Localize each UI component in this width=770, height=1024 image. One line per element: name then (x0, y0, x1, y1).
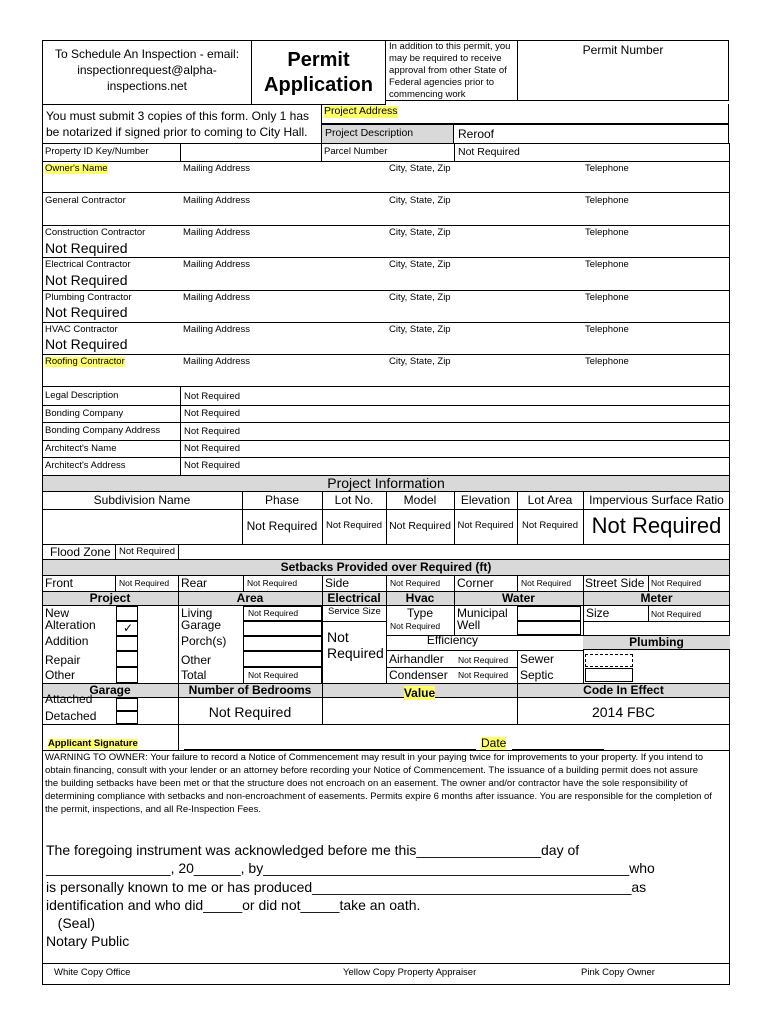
parcel-number-label: Parcel Number (324, 146, 388, 157)
electrical-value-line-1: Not (327, 629, 349, 645)
well-label: Well (457, 618, 481, 632)
owner-mailing-label: Mailing Address (183, 163, 251, 174)
well-field[interactable] (517, 621, 581, 635)
sewer-field[interactable] (585, 654, 633, 667)
signature-row (42, 724, 730, 751)
septic-field[interactable] (585, 668, 633, 682)
white-copy-label: White Copy Office (54, 967, 131, 978)
electrical-mailing-label: Mailing Address (183, 259, 251, 270)
new-checkbox[interactable] (116, 606, 138, 621)
construction-value: Not Required (45, 240, 128, 256)
warning-line-5: the permit, inspections, and all Re-Inspection Fees. (45, 804, 261, 815)
hvac-header: Hvac (405, 591, 435, 605)
parcel-number-value: Not Required (458, 146, 520, 158)
permit-number-label: Permit Number (582, 43, 664, 57)
header-note-box (385, 40, 518, 101)
garage-header: Garage (89, 683, 131, 697)
roofing-mailing-label: Mailing Address (183, 356, 251, 367)
corner-label: Corner (457, 576, 494, 590)
project-description-value: Reroof (458, 127, 495, 141)
project-info-header (42, 475, 730, 492)
hvac-contractor-label: HVAC Contractor (45, 324, 118, 335)
municipal-label: Municipal (457, 606, 508, 620)
efficiency-label: Efficiency (426, 633, 479, 647)
alteration-checkbox[interactable] (116, 621, 138, 636)
electrical-telephone-label: Telephone (585, 259, 629, 270)
electrical-contractor-label: Electrical Contractor (45, 259, 131, 270)
attached-label: Attached (45, 692, 93, 706)
lot-area-value: Not Required (522, 520, 578, 531)
title-application: Application (264, 74, 373, 96)
side-label: Side (325, 576, 350, 590)
plumbing-contractor-label: Plumbing Contractor (45, 292, 132, 303)
impervious-label: Impervious Surface Ratio (589, 493, 724, 507)
street-side-value: Not Required (651, 578, 702, 588)
phase-label: Phase (264, 493, 300, 507)
other-checkbox[interactable] (116, 667, 138, 683)
bedrooms-value: Not Required (208, 704, 292, 720)
type-label: Type (406, 606, 433, 620)
construction-mailing-label: Mailing Address (183, 227, 251, 238)
general-contractor-label: General Contractor (45, 195, 126, 206)
legal-description-label: Legal Description (45, 390, 119, 401)
architect-address-value: Not Required (184, 460, 240, 471)
setbacks-header (42, 559, 730, 576)
general-city-label: City, State, Zip (389, 195, 451, 206)
note-line-3: approval from other State of (389, 65, 507, 76)
plumbing-telephone-label: Telephone (585, 292, 629, 303)
notary-seal: (Seal) (46, 915, 96, 931)
hvac-mailing-label: Mailing Address (183, 324, 251, 335)
yellow-copy-label: Yellow Copy Property Appraiser (343, 967, 477, 978)
code-value: 2014 FBC (591, 704, 656, 720)
notary-line-2: ________________, 20______, by_______________________________________________who (46, 860, 655, 876)
flood-zone-value: Not Required (119, 546, 175, 557)
total-field[interactable] (243, 667, 322, 684)
value-header: Value (403, 686, 436, 700)
new-label: New (45, 606, 70, 620)
construction-telephone-label: Telephone (585, 227, 629, 238)
roofing-contractor-label: Roofing Contractor (45, 356, 125, 367)
architect-name-label: Architect's Name (45, 443, 117, 454)
project-address-label: Project Address (324, 105, 398, 117)
note-line-1: In addition to this permit, you (389, 41, 511, 52)
schedule-line-2: inspectionrequest@alpha- (77, 63, 217, 77)
elevation-value: Not Required (457, 520, 514, 531)
street-side-label: Street Side (585, 576, 645, 590)
project-info-title: Project Information (327, 475, 445, 491)
porch-label: Porch(s) (181, 634, 227, 648)
plumbing-header (583, 635, 730, 650)
garage-area-field[interactable] (243, 621, 322, 636)
other-area-field[interactable] (243, 651, 322, 667)
living-value: Not Required (248, 608, 299, 618)
warning-line-3: the building setbacks have been met or that the structure does not encroach on an easement. The owner and/or contractor have the sole responsibility of (45, 778, 688, 789)
submit-line-1: You must submit 3 copies of this form. Only 1 has (46, 109, 310, 123)
porch-field[interactable] (243, 636, 322, 651)
lot-area-label: Lot Area (527, 493, 573, 507)
roofing-city-label: City, State, Zip (389, 356, 451, 367)
warning-line-1: WARNING TO OWNER: Your failure to record a Notice of Commencement may result in your paying twice for improvements to your property. If you intend to (45, 752, 704, 763)
note-line-5: commencing work (389, 89, 466, 100)
model-value: Not Required (389, 520, 451, 532)
date-label: Date (481, 736, 507, 750)
alteration-check-mark: ✓ (123, 621, 134, 635)
garage-area-label: Garage (181, 618, 222, 632)
property-id-label: Property ID Key/Number (45, 146, 149, 157)
architect-name-value: Not Required (184, 443, 240, 454)
owner-name-label: Owner's Name (45, 163, 108, 174)
total-value: Not Required (248, 670, 299, 680)
septic-label: Septic (520, 668, 554, 682)
phase-value: Not Required (246, 519, 318, 533)
size-value: Not Required (651, 609, 702, 619)
bedrooms-header: Number of Bedrooms (188, 683, 312, 697)
other-label: Other (45, 668, 76, 682)
owner-telephone-label: Telephone (585, 163, 629, 174)
airhandler-label: Airhandler (389, 652, 444, 666)
plumbing-value: Not Required (45, 304, 128, 320)
municipal-field[interactable] (517, 606, 581, 621)
area-header: Area (236, 591, 264, 605)
rear-label: Rear (181, 576, 208, 590)
front-label: Front (45, 576, 74, 590)
notary-line-1: The foregoing instrument was acknowledged before me this________________day of (46, 842, 580, 858)
electrical-value: Not Required (45, 272, 128, 288)
title-permit: Permit (287, 49, 350, 71)
bonding-company-label: Bonding Company (45, 408, 124, 419)
notary-line-3: is personally known to me or has produced_________________________________________as (46, 879, 647, 895)
bonding-address-label: Bonding Company Address (45, 425, 161, 436)
code-header: Code In Effect (583, 683, 664, 697)
subdivision-label: Subdivision Name (93, 493, 191, 507)
total-label: Total (181, 668, 207, 682)
addition-label: Addition (45, 634, 89, 648)
service-size-label: Service Size (328, 606, 381, 617)
front-value: Not Required (119, 578, 170, 588)
repair-label: Repair (45, 653, 81, 667)
architect-address-label: Architect's Address (45, 460, 126, 471)
construction-contractor-label: Construction Contractor (45, 227, 146, 238)
construction-city-label: City, State, Zip (389, 227, 451, 238)
lot-no-label: Lot No. (334, 493, 374, 507)
note-line-4: Federal agencies prior to (389, 77, 495, 88)
roofing-telephone-label: Telephone (585, 356, 629, 367)
submit-line-2: be notarized if signed prior to coming to City Hall. (46, 125, 308, 139)
warning-line-4: determining compliance with setbacks and non-encroachment of easements. Permits expire 6 months after issuance. You are responsible for the completion of (45, 791, 712, 802)
legal-description-value: Not Required (184, 391, 240, 402)
owner-city-label: City, State, Zip (389, 163, 451, 174)
schedule-line-1: To Schedule An Inspection - email: (54, 47, 240, 61)
applicant-signature-label: Applicant Signature (48, 738, 138, 749)
living-field[interactable] (243, 606, 322, 621)
value-header-cell (322, 684, 517, 700)
general-telephone-label: Telephone (585, 195, 629, 206)
impervious-value: Not Required (591, 513, 722, 538)
note-line-2: may be required to receive (389, 53, 502, 64)
detached-checkbox[interactable] (116, 711, 138, 724)
sewer-label: Sewer (520, 652, 555, 666)
header-schedule-box (42, 40, 252, 105)
header-title-box (251, 40, 386, 105)
condenser-label: Condenser (389, 668, 448, 682)
electrical-city-label: City, State, Zip (389, 259, 451, 270)
hvac-value: Not Required (45, 336, 128, 352)
repair-checkbox[interactable] (116, 651, 138, 667)
plumbing-label: Plumbing (629, 635, 684, 649)
condenser-value: Not Required (458, 670, 509, 680)
living-label: Living (181, 606, 213, 620)
plumbing-mailing-label: Mailing Address (183, 292, 251, 303)
submit-note-box (42, 104, 322, 144)
detached-label: Detached (45, 709, 97, 723)
airhandler-value: Not Required (458, 655, 509, 665)
setbacks-title: Setbacks Provided over Required (ft) (280, 560, 492, 574)
water-header: Water (502, 591, 535, 605)
permit-number-box[interactable] (517, 40, 729, 101)
attached-checkbox[interactable] (116, 698, 138, 711)
bonding-address-value: Not Required (184, 426, 240, 437)
project-description-label: Project Description (325, 127, 414, 139)
other-area-label: Other (181, 653, 212, 667)
electrical-header: Electrical (327, 591, 381, 605)
project-address-row[interactable] (321, 104, 729, 124)
general-mailing-label: Mailing Address (183, 195, 251, 206)
notary-line-4: identification and who did_____or did not_____take an oath. (46, 897, 421, 913)
model-label: Model (403, 493, 437, 507)
notary-public-label: Notary Public (46, 933, 130, 949)
lot-no-value: Not Required (326, 520, 382, 531)
meter-header: Meter (640, 591, 673, 605)
pink-copy-label: Pink Copy Owner (581, 967, 655, 978)
size-label: Size (586, 606, 610, 620)
schedule-line-3: inspections.net (106, 79, 188, 93)
rear-value: Not Required (247, 578, 298, 588)
project-description-field[interactable] (453, 124, 729, 144)
side-value: Not Required (390, 578, 441, 588)
electrical-value-line-2: Required (327, 645, 384, 661)
corner-value: Not Required (521, 578, 572, 588)
bonding-company-value: Not Required (184, 408, 240, 419)
project-description-label-cell (321, 124, 454, 144)
hvac-telephone-label: Telephone (585, 324, 629, 335)
type-value: Not Required (390, 621, 441, 631)
elevation-label: Elevation (460, 493, 511, 507)
warning-line-2: obtain financing, consult with your lender or an attorney before recording your Notice of Commencement. The issuance of a building permit does not assure (45, 765, 699, 776)
alteration-label: Alteration (45, 618, 96, 632)
plumbing-city-label: City, State, Zip (389, 292, 451, 303)
hvac-city-label: City, State, Zip (389, 324, 451, 335)
flood-zone-label: Flood Zone (50, 545, 111, 559)
project-header: Project (89, 591, 131, 605)
addition-checkbox[interactable] (116, 636, 138, 651)
